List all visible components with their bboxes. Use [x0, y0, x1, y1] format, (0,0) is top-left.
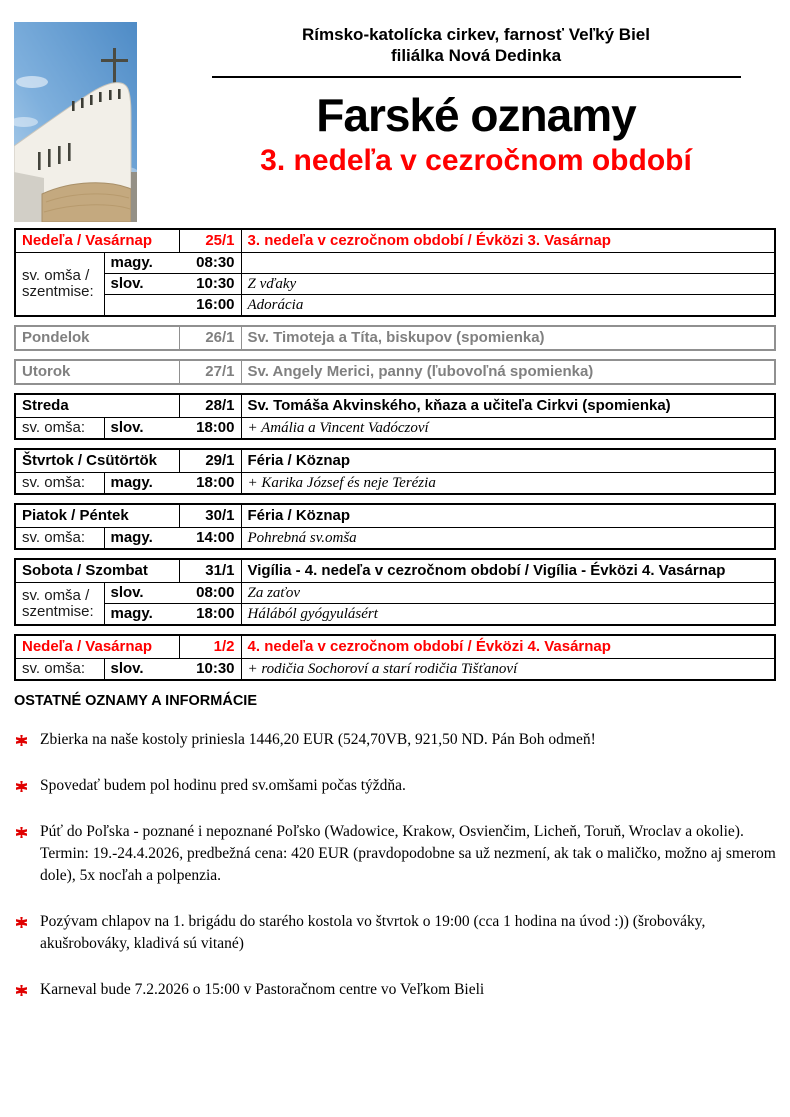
date-cell: 26/1	[179, 326, 241, 350]
language-cell	[104, 295, 179, 317]
announcement-item	[16, 775, 780, 797]
language-cell: slov.	[104, 659, 179, 681]
language-cell: slov.	[104, 583, 179, 604]
time-cell: 08:00	[179, 583, 241, 604]
maltese-cross-icon	[16, 979, 40, 1001]
maltese-cross-icon	[16, 911, 40, 933]
announcement-item	[16, 911, 780, 955]
feast-cell: Féria / Köznap	[241, 449, 775, 473]
announcement-text: Pozývam chlapov na 1. brigádu do starého kostola vo štvrtok o 19:00 (cca 1 hodina na úvod :)) (šrobováky, akušrobováky, kladivá sú vitané)	[40, 913, 706, 952]
day-cell: Streda	[15, 394, 179, 418]
language-cell: magy.	[104, 473, 179, 495]
date-cell: 31/1	[179, 559, 241, 583]
day-cell: Utorok	[15, 360, 179, 384]
feast-cell: 3. nedeľa v cezročnom období / Évközi 3. Vasárnap	[241, 229, 775, 253]
date-cell: 30/1	[179, 504, 241, 528]
mass-label-cell: sv. omša:	[15, 659, 104, 681]
org-name-line1: Rímsko-katolícka cirkev, farnosť Veľký Biel	[302, 25, 650, 44]
date-cell: 29/1	[179, 449, 241, 473]
time-cell: 10:30	[179, 274, 241, 295]
mass-label-cell: sv. omša / szentmise:	[15, 583, 104, 626]
day-cell: Pondelok	[15, 326, 179, 350]
schedule-block-friday	[14, 503, 776, 550]
schedule-block-wednesday	[14, 393, 776, 440]
feast-cell: Sv. Timoteja a Títa, biskupov (spomienka)	[241, 326, 775, 350]
schedule-block-sunday-1-2	[14, 634, 776, 681]
maltese-cross-icon	[16, 729, 40, 751]
day-cell: Sobota / Szombat	[15, 559, 179, 583]
language-cell: magy.	[104, 528, 179, 550]
announcements-heading: OSTATNÉ OZNAMY A INFORMÁCIE	[14, 693, 258, 709]
day-cell: Nedeľa / Vasárnap	[15, 635, 179, 659]
date-cell: 27/1	[179, 360, 241, 384]
mass-label-cell: sv. omša:	[15, 418, 104, 440]
feast-cell: Sv. Tomáša Akvinského, kňaza a učiteľa Cirkvi (spomienka)	[241, 394, 775, 418]
language-cell: magy.	[104, 604, 179, 626]
date-cell: 1/2	[179, 635, 241, 659]
time-cell: 16:00	[179, 295, 241, 317]
announcement-text: Zbierka na naše kostoly priniesla 1446,20 EUR (524,70VB, 921,50 ND. Pán Boh odmeň!	[40, 731, 596, 748]
schedule-block-saturday	[14, 558, 776, 626]
time-cell: 10:30	[179, 659, 241, 681]
time-cell: 18:00	[179, 604, 241, 626]
intention-cell: Adorácia	[241, 295, 775, 317]
mass-label-cell: sv. omša:	[15, 473, 104, 495]
schedule-block-thursday	[14, 448, 776, 495]
intention-cell: Z vďaky	[241, 274, 775, 295]
intention-cell: Za zaťov	[241, 583, 775, 604]
church-photo-image	[14, 22, 137, 222]
announcement-item	[16, 729, 780, 751]
schedule-block-sunday-25-1	[14, 228, 776, 317]
time-cell: 14:00	[179, 528, 241, 550]
time-cell: 08:30	[179, 253, 241, 274]
page-subtitle: 3. nedeľa v cezročnom období	[260, 144, 692, 177]
maltese-cross-icon	[16, 821, 40, 843]
day-cell: Nedeľa / Vasárnap	[15, 229, 179, 253]
announcement-text: Spovedať budem pol hodinu pred sv.omšami počas týždňa.	[40, 777, 406, 794]
header-divider	[212, 76, 741, 78]
church-photo	[14, 22, 137, 222]
language-cell: slov.	[104, 274, 179, 295]
language-cell: slov.	[104, 418, 179, 440]
time-cell: 18:00	[179, 473, 241, 495]
date-cell: 28/1	[179, 394, 241, 418]
header	[196, 24, 756, 178]
intention-cell: Pohrebná sv.omša	[241, 528, 775, 550]
time-cell: 18:00	[179, 418, 241, 440]
schedule-block-tuesday	[14, 359, 776, 385]
page-title: Farské oznamy	[316, 89, 636, 141]
maltese-cross-icon	[16, 775, 40, 797]
feast-cell: 4. nedeľa v cezročnom období / Évközi 4. Vasárnap	[241, 635, 775, 659]
announcement-item	[16, 821, 780, 887]
intention-cell: + Karika József és neje Terézia	[241, 473, 775, 495]
announcement-text: Púť do Poľska - poznané i nepoznané Poľsko (Wadowice, Krakow, Osvienčim, Licheň, Toruň, Wroclav a okolie). Termin: 19.-24.4.2026, predbežná cena: 420 EUR (pravdopodobne sa už nezmení, ak tak o maličko, možno aj smerom dole), 5x nocľah a polpenzia.	[40, 823, 776, 884]
mass-label-cell: sv. omša / szentmise:	[15, 253, 104, 317]
feast-cell: Sv. Angely Merici, panny (ľubovoľná spomienka)	[241, 360, 775, 384]
day-cell: Piatok / Péntek	[15, 504, 179, 528]
feast-cell: Vigília - 4. nedeľa v cezročnom období / Vigília - Évközi 4. Vasárnap	[241, 559, 775, 583]
schedule-block-monday	[14, 325, 776, 351]
mass-label-cell: sv. omša:	[15, 528, 104, 550]
schedule	[0, 228, 790, 1025]
date-cell: 25/1	[179, 229, 241, 253]
announcement-text: Karneval bude 7.2.2026 o 15:00 v Pastoračnom centre vo Veľkom Bieli	[40, 981, 485, 998]
announcement-item	[16, 979, 780, 1001]
intention-cell: + Amália a Vincent Vadóczoví	[241, 418, 775, 440]
language-cell: magy.	[104, 253, 179, 274]
org-name-line2: filiálka Nová Dedinka	[390, 46, 562, 65]
intention-cell: Hálából gyógyulásért	[241, 604, 775, 626]
intention-cell	[241, 253, 775, 274]
intention-cell: + rodičia Sochoroví a starí rodičia Tišťanoví	[241, 659, 775, 681]
day-cell: Štvrtok / Csütörtök	[15, 449, 179, 473]
feast-cell: Féria / Köznap	[241, 504, 775, 528]
